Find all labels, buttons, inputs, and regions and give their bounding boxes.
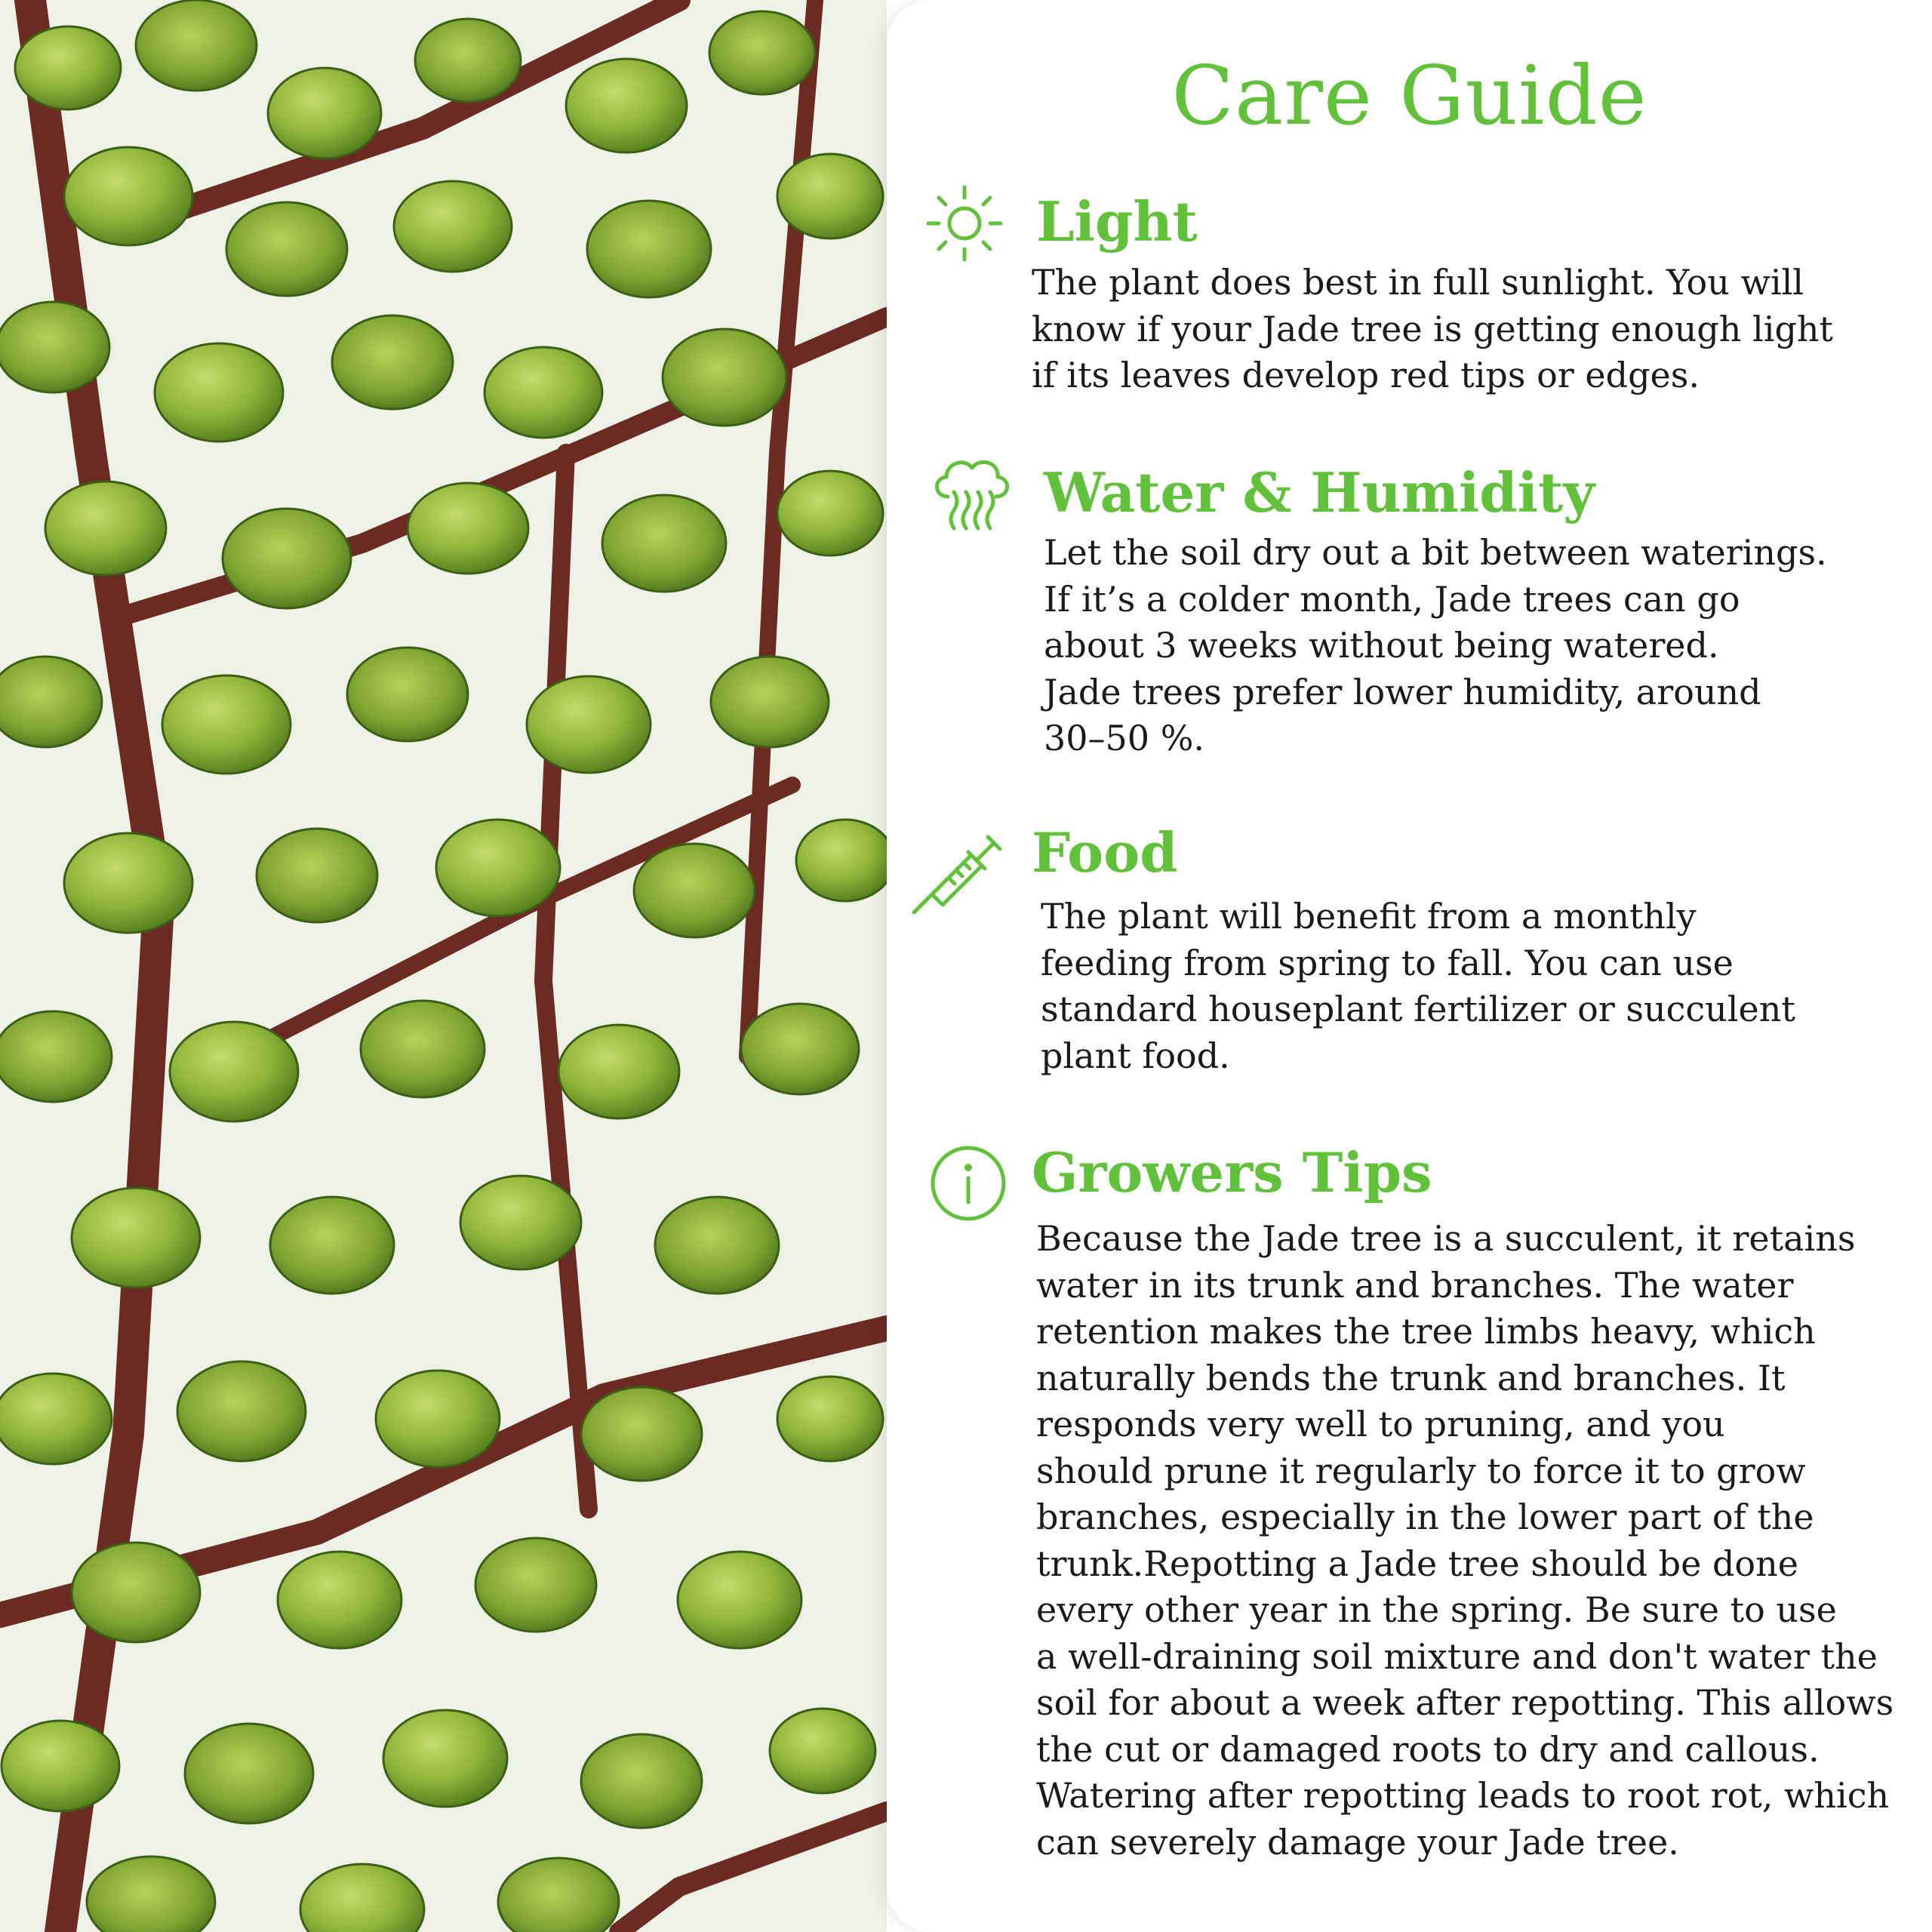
text-line: know if your Jade tree is getting enough light: [1032, 308, 1833, 349]
text-line: water in its trunk and branches. The water: [1036, 1264, 1794, 1306]
section-title-light: Light: [1036, 189, 1198, 254]
section-title-growers-tips: Growers Tips: [1032, 1140, 1432, 1204]
text-line: soil for about a week after repotting. This allows: [1036, 1682, 1894, 1723]
text-line: every other year in the spring. Be sure to use: [1036, 1589, 1837, 1630]
section-title-food: Food: [1032, 820, 1178, 884]
text-line: Jade trees prefer lower humidity, around: [1044, 671, 1761, 712]
section-body-food: [1041, 894, 1795, 1079]
text-line: Watering after repotting leads to root rot, which: [1036, 1775, 1890, 1816]
text-line: The plant does best in full sunlight. You will: [1032, 262, 1804, 303]
text-line: a well-draining soil mixture and don't water the: [1036, 1635, 1878, 1677]
text-line: responds very well to pruning, and you: [1036, 1404, 1725, 1444]
text-line: feeding from spring to fall. You can use: [1041, 942, 1734, 983]
section-title-water-humidity: Water & Humidity: [1044, 460, 1595, 525]
syringe-icon: [909, 819, 1008, 917]
text-line: retention makes the tree limbs heavy, which: [1036, 1311, 1816, 1352]
text-line: branches, especially in the lower part of the: [1036, 1497, 1814, 1537]
text-line: if its leaves develop red tips or edges.: [1032, 355, 1700, 395]
jade-plant-photo: [0, 0, 887, 1932]
text-line: Because the Jade tree is a succulent, it retains: [1036, 1218, 1856, 1259]
section-body-water-humidity: [1044, 530, 1827, 762]
text-line: about 3 weeks without being watered.: [1044, 625, 1719, 666]
text-line: plant food.: [1041, 1035, 1230, 1076]
text-line: the cut or damaged roots to dry and callous.: [1036, 1728, 1820, 1770]
text-line: 30–50 %.: [1044, 718, 1205, 758]
text-line: If it’s a colder month, Jade trees can go: [1044, 578, 1740, 620]
text-line: can severely damage your Jade tree.: [1036, 1821, 1679, 1863]
section-body-growers-tips: [1036, 1216, 1894, 1866]
text-line: trunk.Repotting a Jade tree should be done: [1036, 1543, 1798, 1584]
text-line: Let the soil dry out a bit between waterings.: [1044, 532, 1827, 573]
section-body-light: [1032, 260, 1833, 399]
text-line: The plant will benefit from a monthly: [1041, 896, 1697, 937]
text-line: should prune it regularly to force it to grow: [1036, 1450, 1806, 1491]
info-icon: [928, 1143, 1008, 1223]
sun-icon: [922, 181, 1007, 266]
rain-cloud-icon: [927, 451, 1017, 536]
page-title: Care Guide: [1171, 49, 1647, 143]
text-line: standard houseplant fertilizer or succulent: [1041, 989, 1795, 1029]
text-line: naturally bends the trunk and branches. It: [1036, 1357, 1786, 1398]
